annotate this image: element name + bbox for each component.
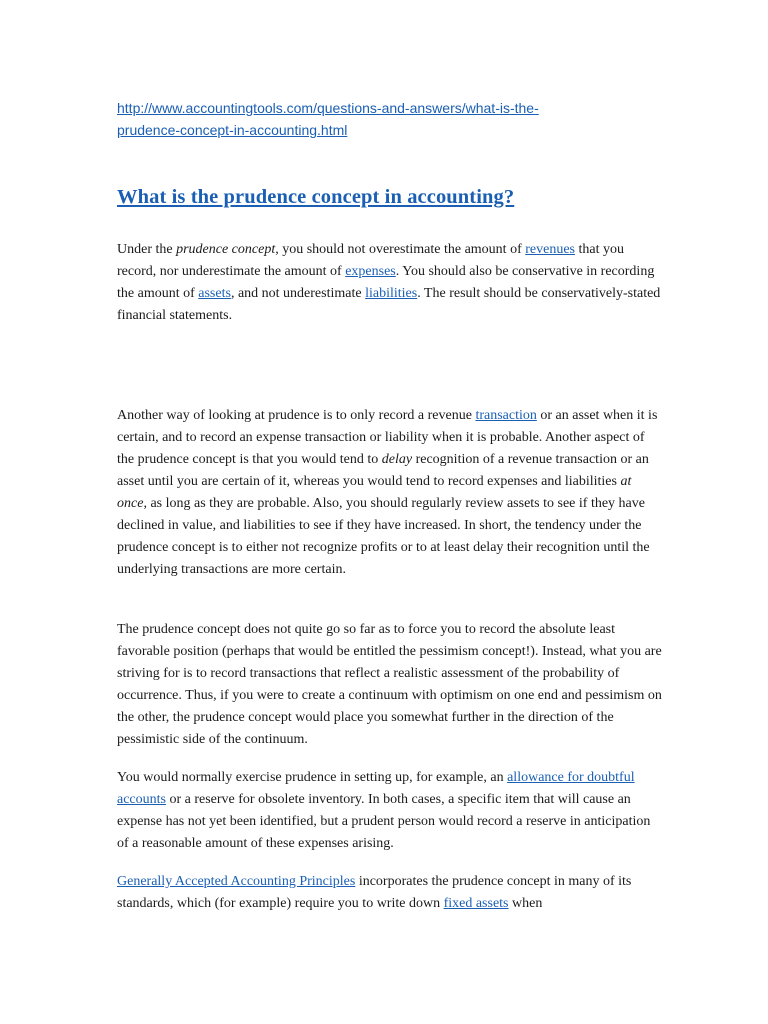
paragraph-3 <box>117 619 662 751</box>
paragraph-2 <box>117 405 662 581</box>
link-transaction[interactable]: transaction <box>475 408 537 423</box>
link-revenues[interactable]: revenues <box>525 242 575 257</box>
source-url-link[interactable] <box>117 97 677 141</box>
source-url-line-2[interactable]: prudence-concept-in-accounting.html <box>117 122 348 138</box>
text: You would normally exercise prudence in setting up, for example, an <box>117 770 508 785</box>
link-assets[interactable]: assets <box>198 286 231 301</box>
text: The prudence concept does not quite go so far as to force you to record the absolute least favorable position (perhaps that would be entitled the pessimism concept!). Instead, what you are striving for is to record transactions that reflect a realistic assessment of the probability of occurrence. Thus, if you were to create a continuum with optimism on one end and pessimism on the other, the prudence concept would place you somewhat further in the direction of the pessimistic side of the continuum. <box>117 622 662 747</box>
text: Another way of looking at prudence is to only record a revenue <box>117 408 476 423</box>
text: , as long as they are probable. Also, you should regularly review assets to see if they have declined in value, and liabilities to see if they have increased. In short, the tendency under the prudence concept is to either not recognize profits or to at least delay their recognition until the underlying transactions are more certain. <box>117 496 650 577</box>
text: or an asset when it is certain, and to record an expense transaction or liability when it is probable. Another aspect of the prudence concept is that you would tend to <box>117 408 658 467</box>
source-url-line-1[interactable]: http://www.accountingtools.com/questions-and-answers/what-is-the- <box>117 100 539 116</box>
paragraph-4 <box>117 767 662 855</box>
text: incorporates the prudence concept in many of its standards, which (for example) require you to write down <box>117 874 632 911</box>
link-gaap[interactable]: Generally Accepted Accounting Principles <box>117 874 356 889</box>
emphasis-delay: delay <box>381 452 413 467</box>
text: , and not underestimate <box>230 286 366 301</box>
link-fixed-assets[interactable]: fixed assets <box>443 896 509 911</box>
paragraph-5 <box>117 871 662 915</box>
emphasis-prudence-concept: prudence concept <box>176 242 276 257</box>
paragraph-1 <box>117 239 662 327</box>
text: or a reserve for obsolete inventory. In both cases, a specific item that will cause an expense has not yet been identified, but a prudent person would record a reserve in anticipation of a reasonable amount of these expenses arising. <box>117 792 651 851</box>
link-expenses[interactable]: expenses <box>345 264 396 279</box>
text: . The result should be conservatively-stated financial statements. <box>117 286 661 323</box>
text: that you record, nor underestimate the amount of <box>117 242 624 279</box>
text: Under the <box>117 242 177 257</box>
text: when <box>508 896 543 911</box>
page-title: What is the prudence concept in accounting? <box>117 186 515 208</box>
text: , you should not overestimate the amount of <box>275 242 526 257</box>
emphasis-at-once: at once <box>117 474 632 511</box>
link-liabilities[interactable]: liabilities <box>365 286 418 301</box>
text: . You should also be conservative in recording the amount of <box>117 264 655 301</box>
link-allowance-for-doubtful-accounts[interactable]: allowance for doubtful accounts <box>117 770 635 807</box>
text: recognition of a revenue transaction or an asset until you are certain of it, whereas you would tend to record expenses and liabilities <box>117 452 649 489</box>
